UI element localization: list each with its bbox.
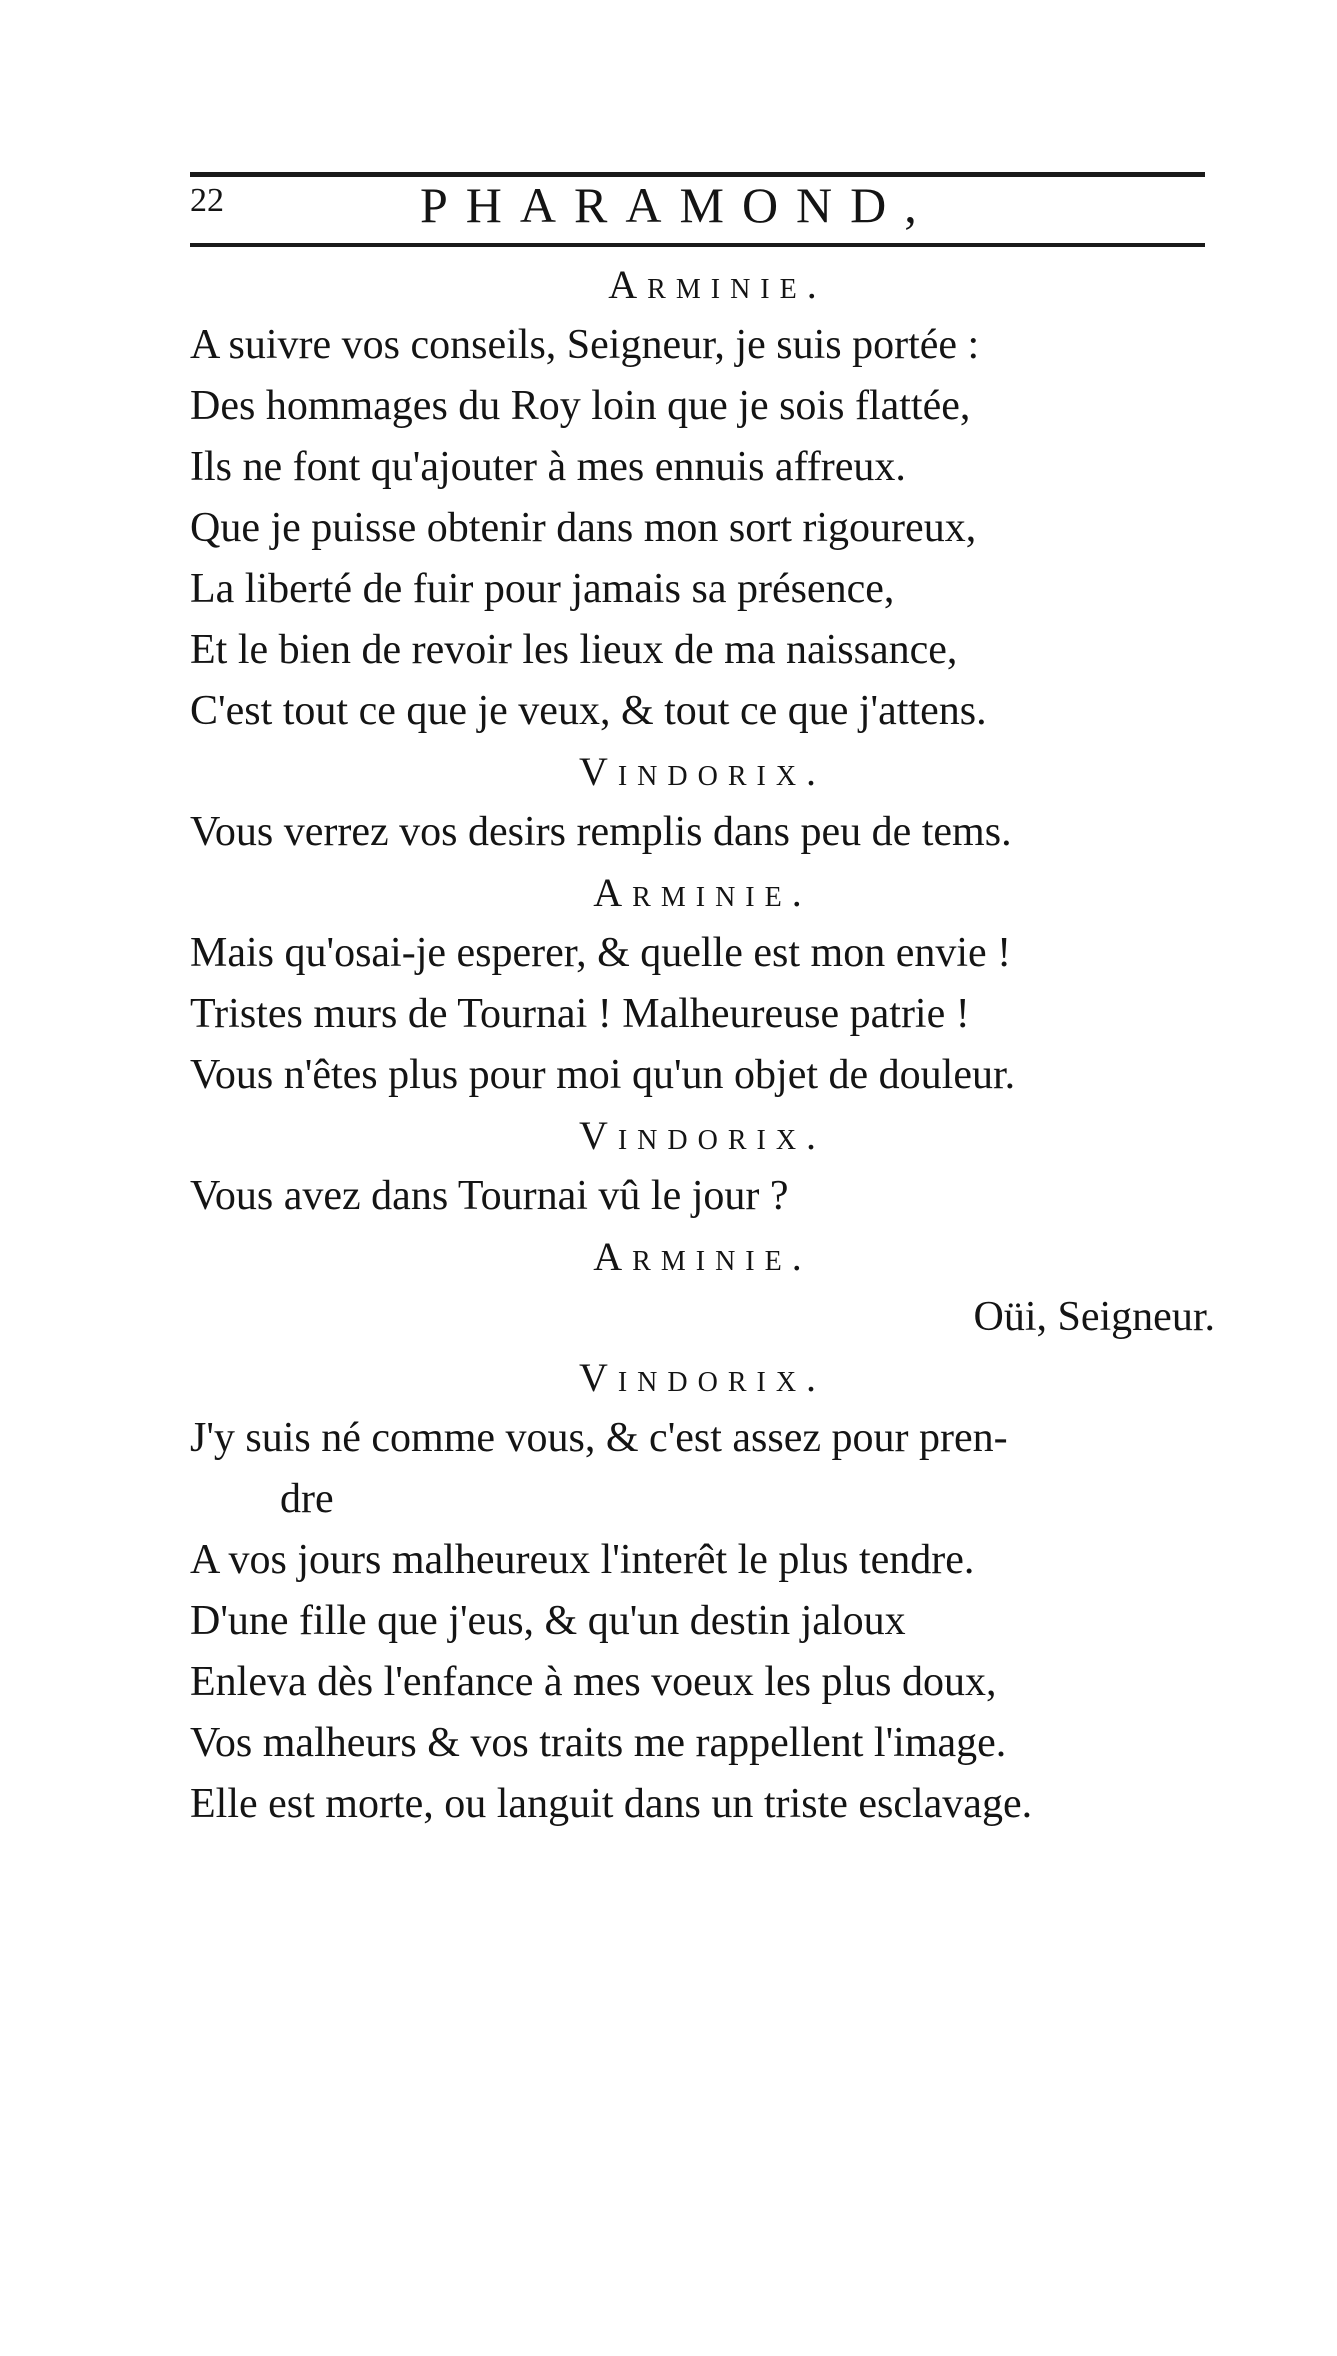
verse-line: Des hommages du Roy loin que je sois flattée, [190,383,971,429]
verse-line: Elle est morte, ou languit dans un triste esclavage. [190,1781,1033,1827]
page-header [190,176,1205,240]
verse-line: Tristes murs de Tournai ! Malheureuse patrie ! [190,991,970,1037]
speaker-name: Arminie. [593,870,812,915]
verse-line: Et le bien de revoir les lieux de ma naissance, [190,627,958,673]
verse-line: Enleva dès l'enfance à mes voeux les plus doux, [190,1659,997,1705]
verse-line: Ils ne font qu'ajouter à mes ennuis affreux. [190,444,906,490]
verse-line: A vos jours malheureux l'interêt le plus tendre. [190,1537,975,1583]
verse-line-continuation: Oüi, Seigneur. [973,1294,1215,1340]
verse-line: Vous n'êtes plus pour moi qu'un objet de douleur. [190,1052,1016,1098]
page-number: 22 [190,182,224,219]
verse-line: Que je puisse obtenir dans mon sort rigoureux, [190,505,977,551]
verse-line: Vous avez dans Tournai vû le jour ? [190,1173,789,1219]
speaker-name: Vindorix. [578,1113,827,1158]
verse-line-overflow: dre [280,1476,334,1522]
speaker-name: Vindorix. [578,1355,827,1400]
speaker-name: Arminie. [608,262,827,307]
verse-line: A suivre vos conseils, Seigneur, je suis portée : [190,322,980,368]
verse-line: La liberté de fuir pour jamais sa présence, [190,566,895,612]
running-title: PHARAMOND, [420,177,935,233]
verse-line: D'une fille que j'eus, & qu'un destin jaloux [190,1598,906,1644]
header-bottom-rule [190,243,1205,247]
speaker-name: Vindorix. [578,749,827,794]
verse-line: C'est tout ce que je veux, & tout ce que j'attens. [190,688,987,734]
speaker-name: Arminie. [593,1234,812,1279]
verse-line: Vous verrez vos desirs remplis dans peu de tems. [190,809,1012,855]
play-text [190,255,1215,1835]
verse-line: J'y suis né comme vous, & c'est assez pour pren- [190,1415,1008,1461]
verse-line: Vos malheurs & vos traits me rappellent l'image. [190,1720,1007,1766]
verse-line: Mais qu'osai-je esperer, & quelle est mon envie ! [190,930,1012,976]
